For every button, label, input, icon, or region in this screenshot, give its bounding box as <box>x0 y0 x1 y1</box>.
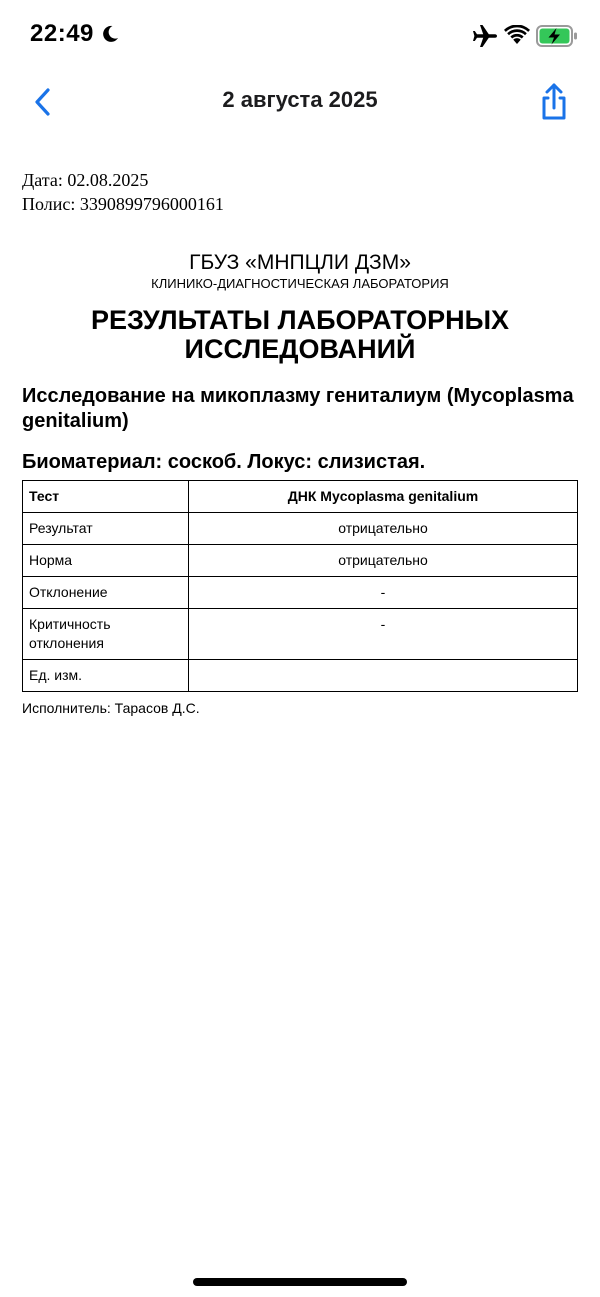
table-row <box>23 545 578 577</box>
row-value: отрицательно <box>189 545 578 577</box>
row-label: Отклонение <box>23 577 189 609</box>
table-header-row <box>23 481 578 513</box>
study-title: Исследование на микоплазму гениталиум (Mycoplasma genitalium) <box>22 385 574 432</box>
page-title: 2 августа 2025 <box>222 87 378 112</box>
results-table <box>22 480 578 692</box>
table-header-analyte: ДНК Mycoplasma genitalium <box>189 481 578 513</box>
row-label: Результат <box>23 513 189 545</box>
table-row <box>23 660 578 692</box>
table-row <box>23 609 578 660</box>
row-label: Ед. изм. <box>23 660 189 692</box>
chevron-left-icon <box>28 82 64 122</box>
status-time: 22:49 <box>30 20 94 47</box>
table-row <box>23 513 578 545</box>
nav-bar <box>0 72 600 132</box>
row-label: Норма <box>23 545 189 577</box>
home-indicator[interactable] <box>193 1278 407 1286</box>
report-title: РЕЗУЛЬТАТЫ ЛАБОРАТОРНЫХ ИССЛЕДОВАНИЙ <box>90 305 510 364</box>
table-header-test: Тест <box>23 481 189 513</box>
battery-charging-icon <box>536 25 578 47</box>
table-row <box>23 577 578 609</box>
share-icon <box>536 80 572 124</box>
policy-number: Полис: 3390899796000161 <box>22 194 224 214</box>
row-value <box>189 660 578 692</box>
report-date: Дата: 02.08.2025 <box>22 170 149 190</box>
moon-icon <box>100 24 120 44</box>
airplane-icon <box>472 24 498 48</box>
biomaterial-info: Биоматериал: соскоб. Локус: слизистая. <box>22 451 426 473</box>
row-label: Критичность отклонения <box>23 609 189 660</box>
status-bar <box>0 0 600 72</box>
row-value: отрицательно <box>189 513 578 545</box>
share-button[interactable] <box>536 80 572 124</box>
organization-header <box>22 250 578 292</box>
back-button[interactable] <box>28 82 64 122</box>
lab-report-document <box>22 168 578 716</box>
row-value: - <box>189 609 578 660</box>
organization-name: ГБУЗ «МНПЦЛИ ДЗМ» <box>189 251 411 274</box>
row-value: - <box>189 577 578 609</box>
organization-department: КЛИНИКО-ДИАГНОСТИЧЕСКАЯ ЛАБОРАТОРИЯ <box>151 276 449 291</box>
wifi-icon <box>504 25 530 45</box>
executor-name: Исполнитель: Тарасов Д.С. <box>22 700 200 716</box>
